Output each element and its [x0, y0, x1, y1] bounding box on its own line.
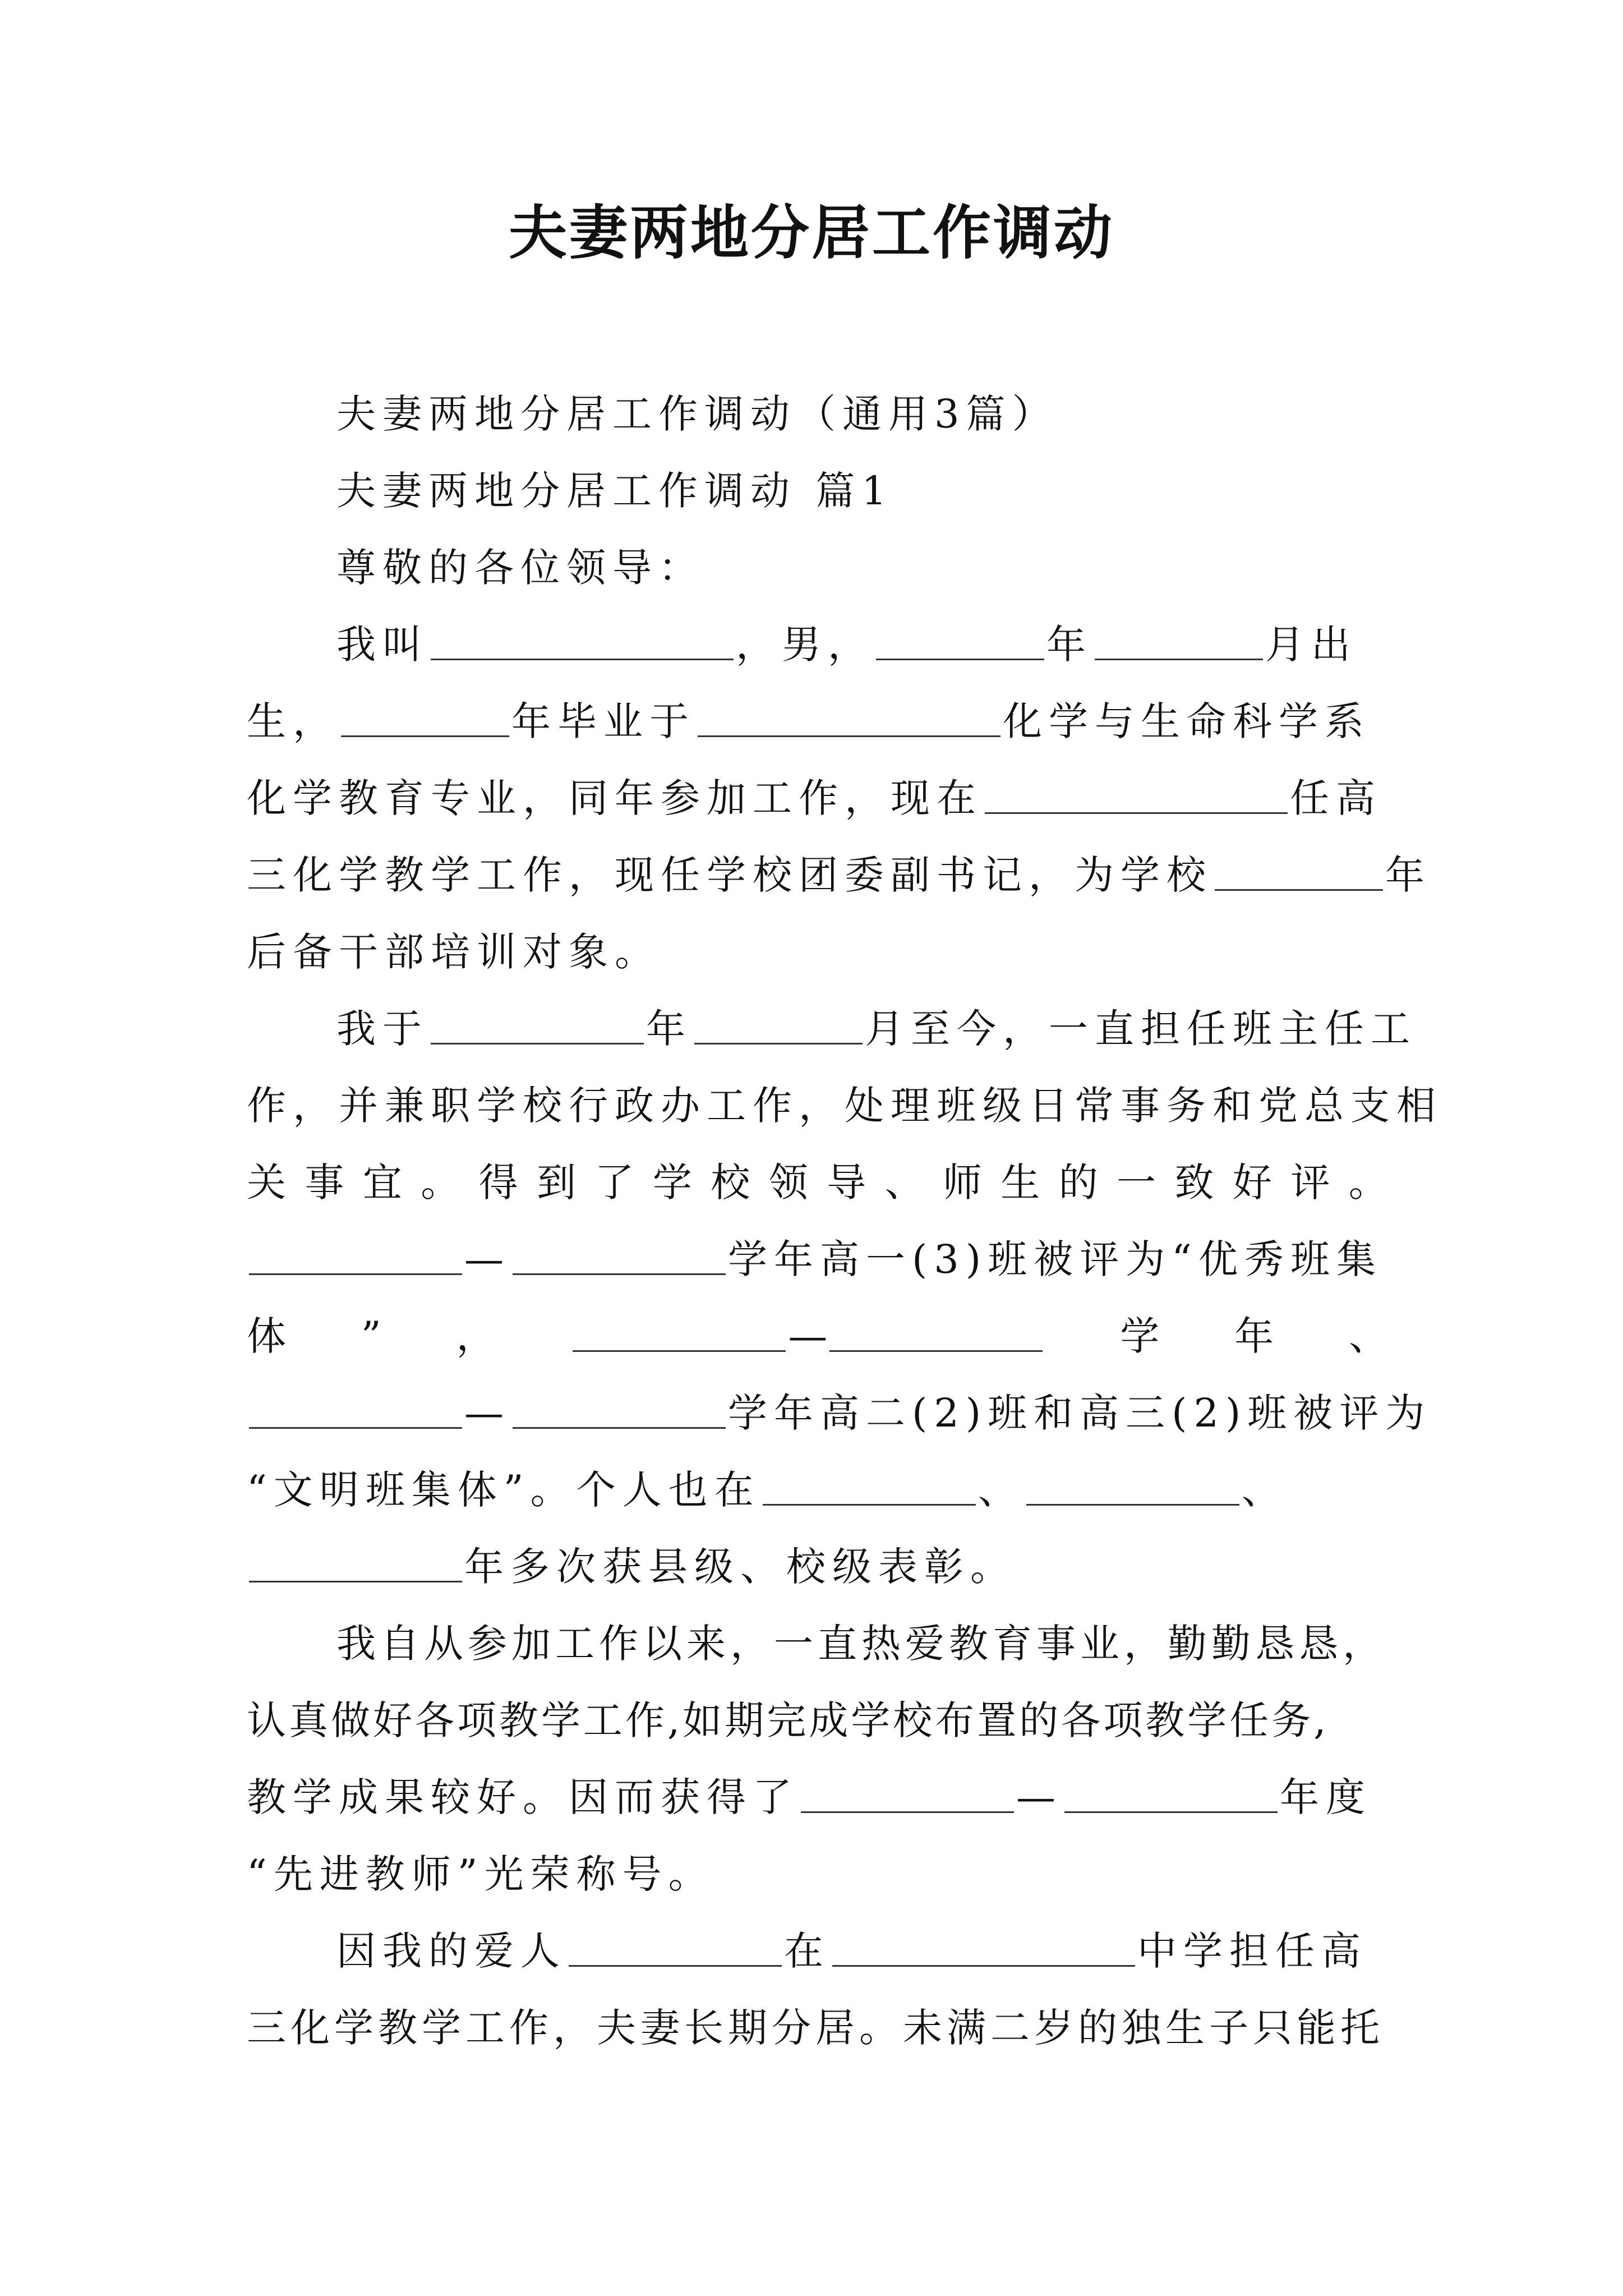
text-segment: 年 — [1046, 622, 1092, 668]
text-segment — [570, 1298, 1045, 1375]
blank-spouse-school — [832, 1926, 1135, 1967]
justified-char: 评 — [1290, 1159, 1330, 1205]
blank-school-year-end — [513, 1234, 726, 1275]
justified-char: 生 — [1000, 1159, 1040, 1205]
justified-char: 领 — [768, 1159, 808, 1205]
blank-school-year-start — [249, 1234, 462, 1275]
blank-birth-year — [876, 619, 1044, 660]
justified-char: 。 — [421, 1159, 460, 1205]
blank-name — [431, 619, 734, 660]
text-segment: 学年高二(2)班和高三(2)班被评为 — [728, 1390, 1432, 1436]
text-segment: — — [464, 1390, 510, 1436]
p1-line-4 — [247, 837, 1431, 914]
heading: 夫妻两地分居工作调动（通用3篇） — [336, 391, 1058, 437]
blank-start-year — [431, 1004, 644, 1045]
text-segment: — — [1016, 1774, 1062, 1820]
subheading: 夫妻两地分居工作调动 篇1 — [336, 468, 893, 514]
blank-current-school — [985, 773, 1288, 814]
greeting: 尊敬的各位领导： — [336, 545, 704, 591]
blank-birth-month — [1095, 619, 1263, 660]
p2-line-7 — [247, 1452, 1388, 1529]
text-segment: 三化学教学工作，现任学校团委副书记，为学校 — [247, 852, 1212, 898]
justified-char: 得 — [478, 1159, 518, 1205]
text-segment: 因我的爱人 — [336, 1928, 566, 1974]
justified-char: 一 — [1117, 1159, 1156, 1205]
p2-line-8 — [247, 1529, 1388, 1605]
p1-line-5: 后备干部培训对象。 — [247, 929, 661, 975]
p4-line-2: 三化学教学工作，夫妻长期分居。未满二岁的独生子只能托 — [247, 2005, 1384, 2051]
text-segment: 体 — [247, 1313, 286, 1359]
p2-line-4 — [247, 1221, 1388, 1298]
text-segment: 学年高一(3)班被评为“优秀班集 — [728, 1236, 1382, 1282]
justified-char: 学 — [652, 1159, 692, 1205]
blank-university — [698, 696, 1000, 737]
justified-char: 的 — [1058, 1159, 1098, 1205]
text-segment: 年多次获县级、校级表彰。 — [464, 1544, 1016, 1590]
blank-year-2 — [1026, 1465, 1239, 1506]
justified-char: 导 — [827, 1159, 866, 1205]
justified-char: 了 — [594, 1159, 634, 1205]
justified-char: 致 — [1174, 1159, 1214, 1205]
text-segment: 月出 — [1265, 622, 1357, 668]
blank-year-3 — [249, 1542, 462, 1582]
text-segment: 教学成果较好。因而获得了 — [247, 1774, 799, 1820]
justified-char: 好 — [1232, 1159, 1272, 1205]
blank-start-month — [694, 1004, 863, 1045]
text-segment: — — [464, 1236, 510, 1282]
text-segment: 年毕业于 — [511, 698, 695, 744]
blank-year-start — [801, 1772, 1014, 1813]
p3-line-1: 我自从参加工作以来，一直热爱教育事业，勤勤恳恳， — [336, 1621, 1386, 1667]
p1-line-3 — [247, 760, 1388, 837]
p2-line-1 — [247, 991, 1417, 1068]
justified-char: 校 — [711, 1159, 750, 1205]
justified-char: 师 — [942, 1159, 982, 1205]
blank-year-end — [1064, 1772, 1278, 1813]
blank-school-year-end — [513, 1388, 726, 1429]
document-title: 夫妻两地分居工作调动 — [508, 198, 1114, 267]
text-segment: 化学与生命科学系 — [1003, 698, 1371, 744]
p4-line-1 — [247, 1913, 1388, 1990]
justified-char: 到 — [537, 1159, 577, 1205]
text-segment: — — [788, 1313, 828, 1359]
text-segment: 年度 — [1280, 1774, 1372, 1820]
blank-school-year-start — [249, 1388, 462, 1429]
text-segment: 在 — [784, 1928, 830, 1974]
text-segment: 月至今，一直担任班主任工 — [865, 1006, 1417, 1052]
text-segment: 、 — [1348, 1313, 1388, 1359]
p2-line-3 — [247, 1144, 1388, 1221]
p3-line-2: 认真做好各项教学工作,如期完成学校布置的各项教学任务, — [247, 1697, 1329, 1743]
text-segment: 生， — [247, 698, 339, 744]
text-segment: 、 — [978, 1467, 1024, 1513]
justified-char: 事 — [305, 1159, 344, 1205]
text-segment: 年 — [646, 1006, 692, 1052]
document-body — [247, 376, 1442, 2067]
p2-line-6 — [247, 1375, 1432, 1452]
text-segment: 我叫 — [336, 622, 428, 668]
text-segment: 年 — [1234, 1313, 1274, 1359]
text-segment: 化学教育专业，同年参加工作，现在 — [247, 775, 983, 821]
p1-line-1 — [247, 606, 1388, 683]
justified-char: 、 — [884, 1159, 924, 1205]
justified-char: 。 — [1348, 1159, 1388, 1205]
text-segment: 任高 — [1290, 775, 1382, 821]
text-segment: ， — [456, 1313, 496, 1359]
text-segment: ，男， — [736, 622, 874, 668]
blank-spouse-name — [569, 1926, 782, 1967]
text-segment: 、 — [1241, 1467, 1288, 1513]
blank-school-year-end — [829, 1311, 1043, 1352]
text-segment: 年 — [1385, 852, 1431, 898]
p2-line-5 — [247, 1298, 1388, 1375]
text-segment: 中学担任高 — [1137, 1928, 1367, 1974]
p3-line-4: “先进教师”光荣称号。 — [247, 1851, 714, 1897]
justified-char: 关 — [247, 1159, 286, 1205]
blank-year-1 — [763, 1465, 976, 1506]
p1-line-2 — [247, 683, 1388, 760]
p2-line-2: 作，并兼职学校行政办工作，处理班级日常事务和党总支相 — [247, 1083, 1442, 1129]
text-segment: ” — [361, 1313, 381, 1359]
text-segment: 学 — [1120, 1313, 1160, 1359]
text-segment: “文明班集体”。个人也在 — [247, 1467, 760, 1513]
justified-char: 宜 — [362, 1159, 402, 1205]
p3-line-3 — [247, 1759, 1388, 1836]
blank-school-year-start — [573, 1311, 786, 1352]
text-segment: 我于 — [336, 1006, 428, 1052]
blank-graduation-year — [341, 696, 509, 737]
blank-year — [1215, 850, 1383, 891]
